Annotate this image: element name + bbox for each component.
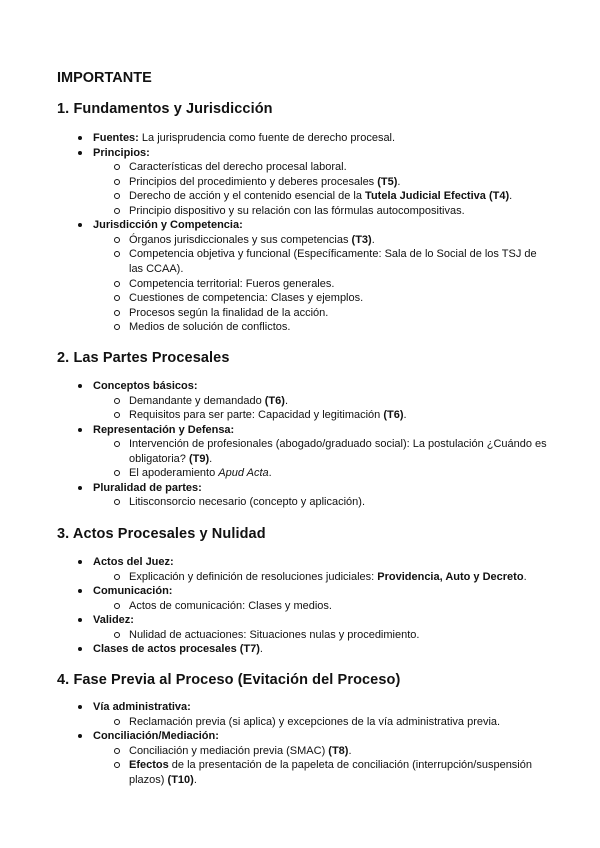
subtopic-item bbox=[93, 233, 560, 248]
bullet-dot-icon bbox=[78, 384, 82, 388]
subtopic-text: Competencia territorial: Fueros generales. bbox=[129, 277, 335, 290]
topic-text: La jurisprudencia como fuente de derecho procesal. bbox=[138, 132, 396, 144]
bullet-circle-icon bbox=[114, 193, 120, 199]
subtopic-list bbox=[93, 715, 560, 730]
section-2-list bbox=[0, 379, 600, 510]
subtopic-text: Derecho de acción y el contenido esencial de la bbox=[129, 190, 366, 203]
bullet-circle-icon bbox=[114, 499, 120, 505]
subtopic-text: . bbox=[268, 467, 272, 480]
topic-label: Pluralidad de partes: bbox=[93, 481, 202, 494]
subtopic-text: Demandante y demandado bbox=[129, 394, 265, 407]
subtopic-item bbox=[93, 394, 560, 409]
section-4-heading bbox=[57, 672, 400, 688]
topic-label: Jurisdicción y Competencia: bbox=[93, 219, 243, 232]
document-title: IMPORTANTE bbox=[57, 70, 152, 86]
subtopic-list bbox=[93, 233, 560, 335]
bullet-dot-icon bbox=[78, 589, 82, 593]
section-3-heading bbox=[57, 526, 266, 542]
bullet-circle-icon bbox=[114, 603, 120, 609]
subtopic-text: Principio dispositivo y su relación con las fórmulas autocompositivas. bbox=[129, 204, 465, 217]
bullet-dot-icon bbox=[78, 618, 82, 622]
topic-label: Clases de actos procesales (T7) bbox=[93, 643, 260, 656]
topic-text: . bbox=[259, 643, 263, 656]
subtopic-text: (T3) bbox=[351, 233, 372, 246]
bullet-circle-icon bbox=[114, 574, 120, 580]
subtopic-text: Efectos bbox=[129, 759, 169, 772]
subtopic-list bbox=[93, 744, 560, 788]
subtopic-text: . bbox=[348, 744, 352, 757]
section-number: 2. bbox=[57, 350, 70, 366]
subtopic-text: de la presentación de la papeleta de conciliación (interrupción/suspensión plazos) bbox=[129, 759, 532, 786]
bullet-dot-icon bbox=[78, 151, 82, 155]
section-1-heading bbox=[57, 101, 273, 117]
subtopic-text: Nulidad de actuaciones: Situaciones nulas y procedimiento. bbox=[129, 628, 420, 641]
topic-item bbox=[0, 700, 600, 729]
subtopic-item bbox=[93, 744, 560, 759]
subtopic-item bbox=[93, 408, 560, 423]
subtopic-text: Reclamación previa (si aplica) y excepciones de la vía administrativa previa. bbox=[129, 715, 501, 728]
topic-label: Actos del Juez: bbox=[93, 556, 174, 568]
section-2-heading bbox=[57, 350, 230, 366]
bullet-circle-icon bbox=[114, 470, 120, 476]
subtopic-text: Cuestiones de competencia: Clases y ejemplos. bbox=[129, 292, 364, 305]
subtopic-text: Tutela Judicial Efectiva (T4) bbox=[365, 190, 510, 203]
section-4-list bbox=[0, 700, 600, 787]
subtopic-text: El apoderamiento bbox=[129, 467, 219, 480]
subtopic-item bbox=[93, 189, 560, 204]
topic-item bbox=[0, 481, 600, 510]
subtopic-item bbox=[93, 320, 560, 335]
bullet-dot-icon bbox=[78, 705, 82, 709]
subtopic-item bbox=[93, 306, 560, 321]
topic-item bbox=[0, 555, 600, 584]
subtopic-item bbox=[93, 160, 560, 175]
bullet-circle-icon bbox=[114, 632, 120, 638]
bullet-dot-icon bbox=[78, 647, 82, 651]
topic-label: Conceptos básicos: bbox=[93, 380, 198, 392]
section-title: Las Partes Procesales bbox=[73, 350, 230, 366]
subtopic-text: Conciliación y mediación previa (SMAC) bbox=[129, 744, 329, 757]
subtopic-text: Explicación y definición de resoluciones judiciales: bbox=[129, 570, 378, 583]
topic-label: Comunicación: bbox=[93, 585, 173, 598]
subtopic-item bbox=[93, 599, 560, 614]
bullet-circle-icon bbox=[114, 164, 120, 170]
topic-label: Representación y Defensa: bbox=[93, 423, 235, 436]
bullet-dot-icon bbox=[78, 136, 82, 140]
subtopic-text: Competencia objetiva y funcional (Específicamente: Sala de lo Social de los TSJ de las CCAA). bbox=[129, 248, 537, 276]
bullet-circle-icon bbox=[114, 281, 120, 287]
subtopic-text: Actos de comunicación: Clases y medios. bbox=[129, 599, 332, 612]
subtopic-text: Características del derecho procesal laboral. bbox=[129, 161, 347, 173]
bullet-circle-icon bbox=[114, 295, 120, 301]
subtopic-text: . bbox=[397, 175, 401, 188]
bullet-dot-icon bbox=[78, 223, 82, 227]
subtopic-text: Principios del procedimiento y deberes procesales bbox=[129, 175, 378, 188]
subtopic-text: Órganos jurisdiccionales y sus competencias bbox=[129, 233, 352, 246]
subtopic-item bbox=[93, 291, 560, 306]
bullet-circle-icon bbox=[114, 762, 120, 768]
topic-label: Vía administrativa: bbox=[93, 701, 191, 713]
subtopic-text: Litisconsorcio necesario (concepto y aplicación). bbox=[129, 496, 366, 509]
subtopic-text: . bbox=[371, 233, 375, 246]
subtopic-text: (T6) bbox=[264, 394, 285, 407]
section-3-list bbox=[0, 555, 600, 657]
bullet-dot-icon bbox=[78, 428, 82, 432]
subtopic-text: . bbox=[509, 190, 513, 203]
subtopic-item bbox=[93, 495, 560, 510]
subtopic-list bbox=[93, 570, 560, 585]
subtopic-text: (T5) bbox=[377, 175, 398, 188]
bullet-circle-icon bbox=[114, 748, 120, 754]
topic-item bbox=[0, 423, 600, 481]
subtopic-text: . bbox=[193, 773, 197, 786]
bullet-circle-icon bbox=[114, 179, 120, 185]
topic-item bbox=[0, 584, 600, 613]
topic-item bbox=[0, 613, 600, 642]
bullet-circle-icon bbox=[114, 208, 120, 214]
subtopic-text: . bbox=[523, 570, 527, 583]
subtopic-text: Providencia, Auto y Decreto bbox=[377, 570, 524, 583]
bullet-circle-icon bbox=[114, 412, 120, 418]
topic-label: Conciliación/Mediación: bbox=[93, 730, 219, 743]
bullet-dot-icon bbox=[78, 560, 82, 564]
subtopic-item bbox=[93, 628, 560, 643]
subtopic-text: Medios de solución de conflictos. bbox=[129, 321, 291, 334]
subtopic-list bbox=[93, 394, 560, 423]
section-number: 3. bbox=[57, 526, 70, 542]
subtopic-item bbox=[93, 247, 560, 276]
subtopic-item bbox=[93, 466, 560, 481]
section-1-list bbox=[0, 131, 600, 335]
subtopic-item bbox=[93, 715, 560, 730]
subtopic-text: . bbox=[284, 394, 288, 407]
topic-item bbox=[0, 379, 600, 423]
bullet-circle-icon bbox=[114, 441, 120, 447]
subtopic-text: (T10) bbox=[167, 773, 194, 786]
bullet-circle-icon bbox=[114, 310, 120, 316]
subtopic-item bbox=[93, 758, 560, 787]
subtopic-item bbox=[93, 277, 560, 292]
subtopic-text: . bbox=[403, 409, 407, 422]
subtopic-list bbox=[93, 160, 560, 218]
subtopic-item bbox=[93, 437, 560, 466]
topic-label: Principios: bbox=[93, 146, 150, 159]
section-title: Actos Procesales y Nulidad bbox=[72, 526, 266, 542]
subtopic-text: Procesos según la finalidad de la acción. bbox=[129, 306, 329, 319]
subtopic-list bbox=[93, 437, 560, 481]
subtopic-text: (T9) bbox=[188, 452, 210, 465]
section-title: Fundamentos y Jurisdicción bbox=[73, 101, 273, 117]
topic-label: Validez: bbox=[93, 614, 134, 627]
subtopic-list bbox=[93, 599, 560, 614]
topic-item bbox=[0, 131, 600, 146]
bullet-dot-icon bbox=[78, 734, 82, 738]
subtopic-item bbox=[93, 204, 560, 219]
section-number: 4. bbox=[57, 672, 70, 688]
bullet-circle-icon bbox=[114, 237, 120, 243]
section-number: 1. bbox=[57, 101, 70, 117]
subtopic-text: Requisitos para ser parte: Capacidad y legitimación bbox=[129, 409, 384, 422]
bullet-circle-icon bbox=[114, 324, 120, 330]
subtopic-list bbox=[93, 495, 560, 510]
subtopic-text: Apud Acta bbox=[218, 467, 269, 480]
subtopic-list bbox=[93, 628, 560, 643]
subtopic-text: (T8) bbox=[328, 744, 349, 757]
bullet-circle-icon bbox=[114, 719, 120, 725]
topic-item bbox=[0, 218, 600, 335]
topic-label: Fuentes: bbox=[93, 132, 139, 144]
subtopic-item bbox=[93, 570, 560, 585]
topic-item bbox=[0, 146, 600, 219]
bullet-dot-icon bbox=[78, 486, 82, 490]
bullet-circle-icon bbox=[114, 398, 120, 404]
subtopic-text: . bbox=[209, 452, 213, 465]
topic-item bbox=[0, 729, 600, 787]
section-title: Fase Previa al Proceso (Evitación del Proceso) bbox=[73, 672, 401, 688]
subtopic-item bbox=[93, 175, 560, 190]
topic-item bbox=[0, 642, 600, 657]
bullet-circle-icon bbox=[114, 251, 120, 257]
subtopic-text: (T6) bbox=[383, 409, 404, 422]
subtopic-text: Intervención de profesionales (abogado/graduado social): La postulación ¿Cuándo es obligatoria? bbox=[129, 438, 547, 465]
